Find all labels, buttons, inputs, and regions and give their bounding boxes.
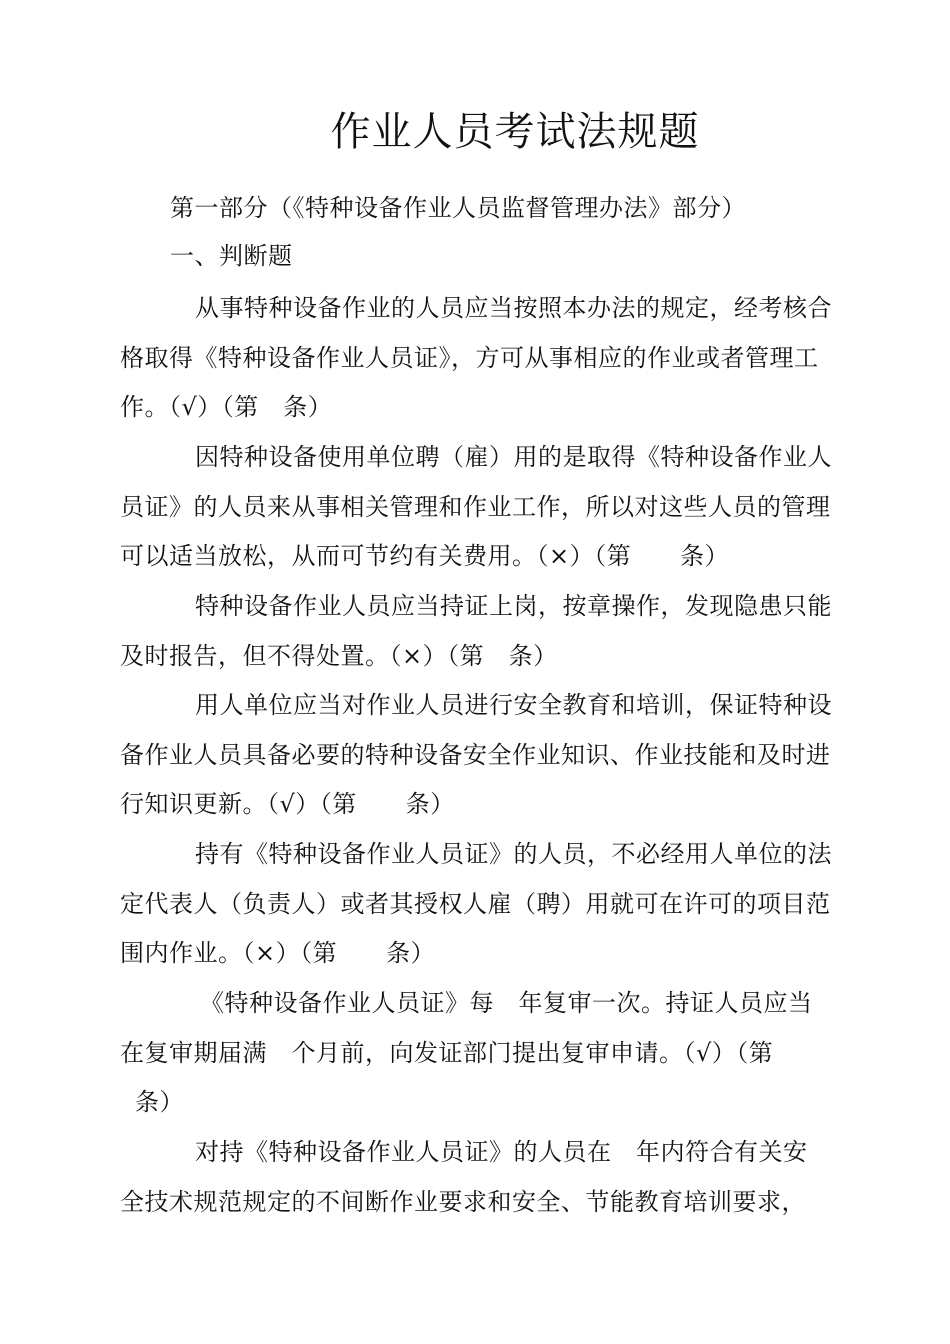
text-line: 及时报告，但不得处置。（×）（第 条） <box>120 642 558 670</box>
text-line: 对持《特种设备作业人员证》的人员在 年内符合有关安 <box>195 1138 808 1166</box>
text-line: 定代表人（负责人）或者其授权人雇（聘）用就可在许可的项目范 <box>120 890 831 918</box>
text-line: 可以适当放松，从而可节约有关费用。（×）（第 条） <box>120 542 730 570</box>
text-line: 格取得《特种设备作业人员证》，方可从事相应的作业或者管理工 <box>120 344 819 372</box>
section-heading: 一、判断题 <box>170 242 293 270</box>
text-line: 围内作业。（×）（第 条） <box>120 939 436 967</box>
text-line: 全技术规范规定的不间断作业要求和安全、节能教育培训要求， <box>120 1188 806 1216</box>
text-line: 作。（√）（第 条） <box>120 393 333 421</box>
text-line: 在复审期届满 个月前，向发证部门提出复审申请。（√）（第 <box>120 1039 774 1067</box>
text-line: 条） <box>135 1088 184 1116</box>
page-title: 作业人员考试法规题 <box>330 109 700 155</box>
text-line: 行知识更新。（√）（第 条） <box>120 790 455 818</box>
text-line: 用人单位应当对作业人员进行安全教育和培训，保证特种设 <box>195 691 832 719</box>
text-line: 从事特种设备作业的人员应当按照本办法的规定，经考核合 <box>195 294 832 322</box>
text-line: 《特种设备作业人员证》每 年复审一次。持证人员应当 <box>200 989 813 1017</box>
text-line: 员证》的人员来从事相关管理和作业工作，所以对这些人员的管理 <box>120 493 831 521</box>
part-heading: 第一部分（《特种设备作业人员监督管理办法》部分） <box>170 194 746 222</box>
text-line: 持有《特种设备作业人员证》的人员，不必经用人单位的法 <box>195 840 832 868</box>
text-line: 因特种设备使用单位聘（雇）用的是取得《特种设备作业人 <box>195 443 832 471</box>
text-line: 备作业人员具备必要的特种设备安全作业知识、作业技能和及时进 <box>120 741 831 769</box>
text-line: 特种设备作业人员应当持证上岗，按章操作，发现隐患只能 <box>195 592 832 620</box>
